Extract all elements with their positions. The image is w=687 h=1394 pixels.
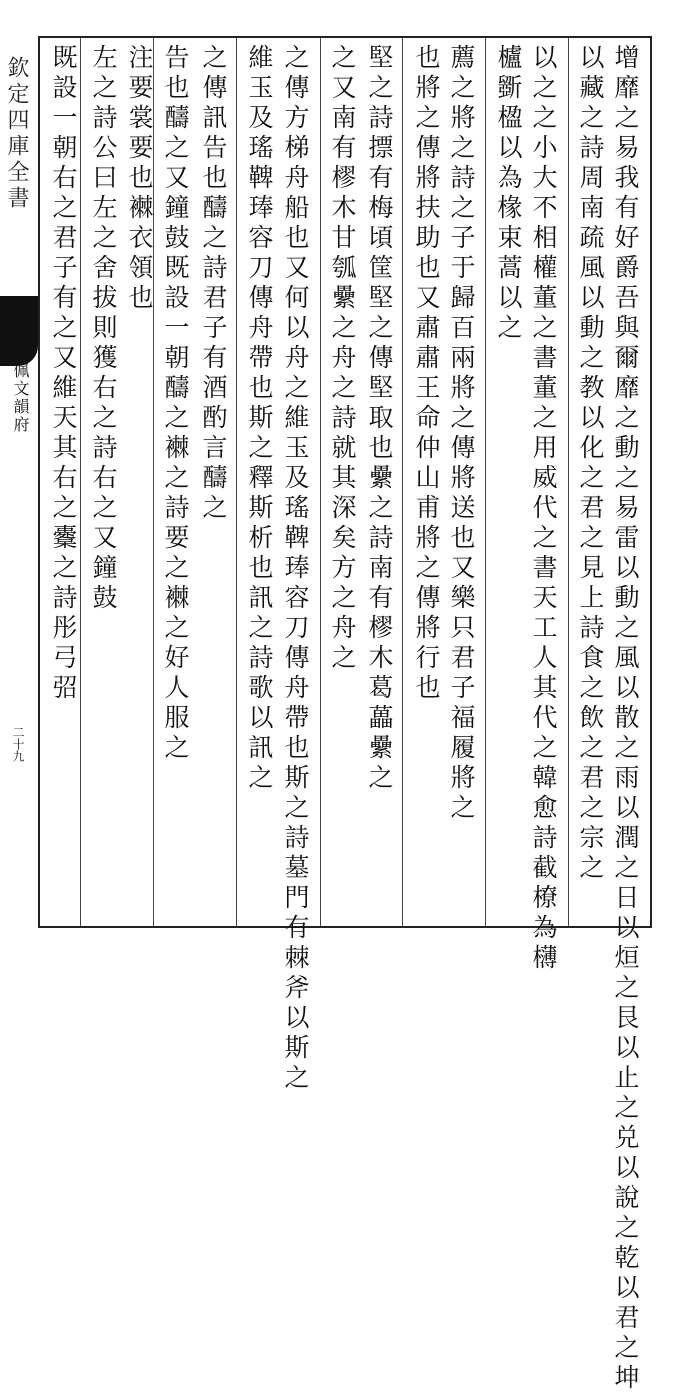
text-column-3: 以之之小大不相權董之書董之用威代之書天工人其代之韓愈詩截橑為欂 (529, 44, 558, 974)
text-column-15: 既設一朝右之君子有之又維天其右之櫜之詩彤弓弨 (49, 44, 78, 704)
page-number: 二十九 (11, 726, 25, 762)
text-column-13: 注要裳要也襋衣領也 (125, 44, 154, 314)
series-title: 欽定四庫全書 (4, 56, 29, 212)
text-column-12: 告也醻之又鐘鼓既設一朝醻之襋之詩要之襋之好人服之 (161, 44, 190, 764)
book-title: 御定佩文韻府 (11, 326, 30, 434)
text-column-7: 堅之詩摽有梅頃筐堅之傳堅取也纍之詩南有樛木葛藟纍之 (365, 44, 394, 794)
column-rule (485, 38, 486, 926)
column-rule (320, 38, 321, 926)
text-column-8: 之又南有樛木甘瓠纍之舟之詩就其深矣方之舟之 (328, 44, 357, 674)
text-column-1: 增靡之易我有好爵吾與爾靡之動之易雷以動之風以散之雨以潤之日以烜之艮以止之兑以說之乾以君之坤 (611, 44, 640, 1394)
text-column-11: 之傳訊告也醻之詩君子有酒酌言醻之 (199, 44, 228, 524)
text-column-6: 也將之傳將扶助也又肅肅王命仲山甫將之傳將行也 (412, 44, 441, 704)
text-column-14: 左之詩公曰左之舍拔則獲右之詩右之又鐘鼓 (89, 44, 118, 614)
text-column-5: 薦之將之詩之子于歸百兩將之傳將送也又樂只君子福履將之 (447, 44, 476, 824)
column-rule (402, 38, 403, 926)
column-rule (80, 38, 81, 926)
column-rule (236, 38, 237, 926)
text-column-2: 以藏之詩周南疏風以動之教以化之君之見上詩食之飲之君之宗之 (576, 44, 605, 884)
column-rule (568, 38, 569, 926)
text-column-10: 維玉及瑤鞞琫容刀傳舟帶也斯之釋斯析也訊之詩歌以訊之 (245, 44, 274, 794)
text-column-9: 之傳方梯舟船也又何以舟之維玉及瑤鞞琫容刀傳舟帶也斯之詩墓門有棘斧以斯之 (281, 44, 310, 1094)
page-margin-strip (0, 36, 38, 928)
text-column-4: 櫨斵楹以為椽束蒿以之 (494, 44, 523, 344)
